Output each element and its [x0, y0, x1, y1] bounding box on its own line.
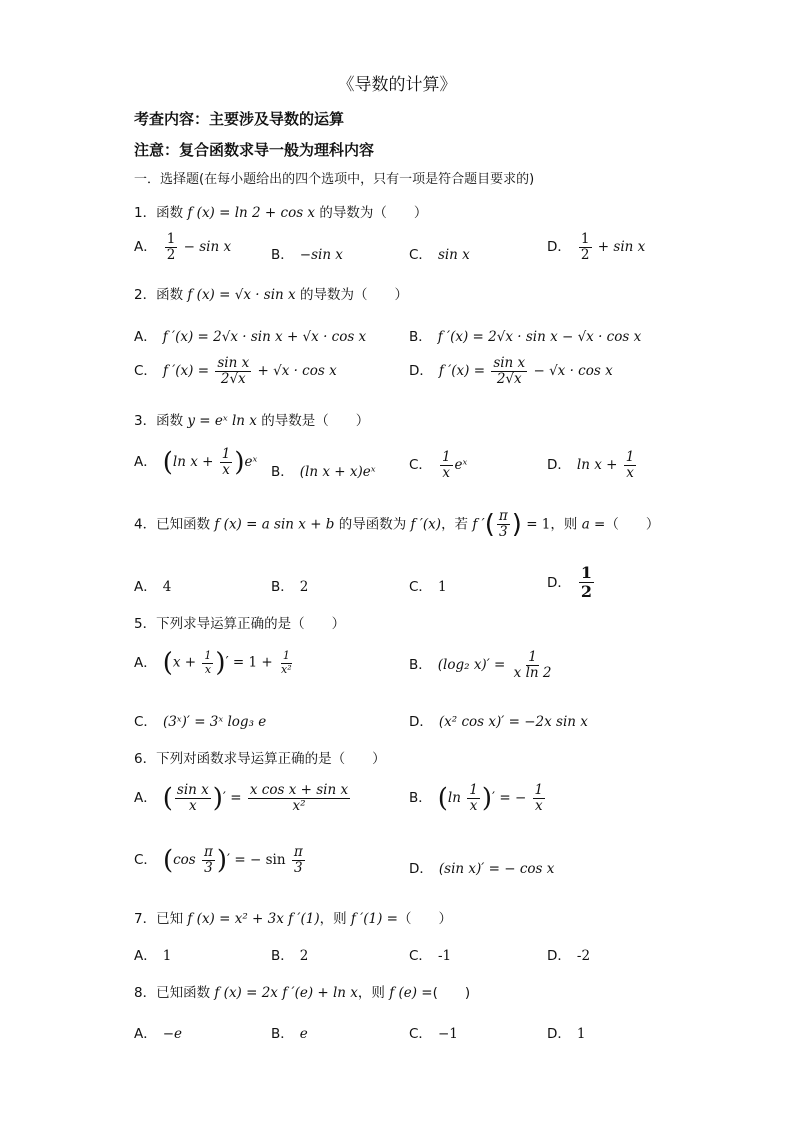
q8-option-b[interactable]: B． e [271, 1026, 308, 1042]
q4-option-d[interactable]: D． $\frac{1}{2}$ [547, 563, 593, 601]
q2-option-d[interactable]: D． f ′(x) = $\frac{\text{sin x}}{2√x}$ − √x · cos x [409, 355, 613, 387]
q7-option-d[interactable]: D． -2 [547, 948, 591, 964]
q2-function: f (x) = √x · sin x [187, 287, 296, 303]
q6-option-a[interactable]: A． ( $\frac{\text{sin x}}{x}$ )′ = $\frac{\text{x cos x + sin x}}{\text{x²}}$ [134, 782, 349, 814]
note-heading: 注意：复合函数求导一般为理科内容 [134, 141, 375, 159]
q5-option-d[interactable]: D． (x² cos x)′ = −2x sin x [409, 714, 588, 730]
q8-option-d[interactable]: D． 1 [547, 1026, 586, 1042]
q8-option-a[interactable]: A． −e [134, 1026, 183, 1042]
question-2: 2．函数 f (x) = √x · sin x 的导数为（ ） [134, 287, 408, 303]
q7-option-a[interactable]: A． 1 [134, 948, 172, 964]
q4-option-b[interactable]: B． 2 [271, 579, 309, 595]
q7-option-b[interactable]: B． 2 [271, 948, 309, 964]
q6-option-b[interactable]: B． (ln $\frac{1}{x}$ )′ = − $\frac{1}{x}$ [409, 782, 544, 814]
q5-option-a[interactable]: A． (x + $\frac{1}{x}$ )′ = 1 + $\frac{1}{\text{x²}}$ [134, 648, 292, 678]
q5-option-c[interactable]: C． (3ˣ)′ = 3ˣ log₃ e [134, 714, 267, 730]
q4-option-a[interactable]: A． 4 [134, 579, 172, 595]
q4-option-c[interactable]: C． 1 [409, 579, 447, 595]
question-1: 1．函数 f (x) = ln 2 + cos x 的导数为（ ） [134, 205, 428, 221]
question-6: 6．下列对函数求导运算正确的是（ ） [134, 751, 386, 767]
q8-option-c[interactable]: C． −1 [409, 1026, 458, 1042]
question-4: 4．已知函数 f (x) = a sin x + b 的导函数为 f ′(x)，若 f ′( $\frac{\pi}{3}$ ) = 1，则 a =（ ） [134, 508, 660, 540]
q2-option-c[interactable]: C． f ′(x) = $\frac{\text{sin x}}{2√x}$ + √x · cos x [134, 355, 337, 387]
q3-option-c[interactable]: C． $\frac{1}{x}$ eˣ [409, 449, 468, 481]
q3-option-d[interactable]: D． ln x + $\frac{1}{x}$ [547, 449, 635, 481]
q1-option-d[interactable]: D． $\frac{1}{2}$ + sin x [547, 231, 646, 263]
q2-option-a[interactable]: A． f ′(x) = 2√x · sin x + √x · cos x [134, 329, 367, 345]
q1-function: f (x) = ln 2 + cos x [187, 205, 316, 221]
question-8: 8．已知函数 f (x) = 2x f ′(e) + ln x，则 f (e) =( ) [134, 985, 471, 1001]
q6-option-c[interactable]: C． (cos $\frac{\pi}{3}$ )′ = − sin $\frac{\pi}{3}$ [134, 844, 303, 876]
page-title: 《导数的计算》 [337, 75, 457, 95]
q1-option-b[interactable]: B． −sin x [271, 247, 343, 263]
q2-option-b[interactable]: B． f ′(x) = 2√x · sin x − √x · cos x [409, 329, 642, 345]
question-3: 3．函数 y = eˣ ln x 的导数是（ ） [134, 413, 370, 429]
q3-function: y = eˣ ln x [187, 413, 257, 429]
question-5: 5．下列求导运算正确的是（ ） [134, 616, 346, 632]
q7-option-c[interactable]: C． -1 [409, 948, 452, 964]
q1-option-c[interactable]: C． sin x [409, 247, 470, 263]
q3-option-a[interactable]: A． (ln x + $\frac{1}{x}$ )eˣ [134, 446, 258, 478]
q1-option-a[interactable]: A． $\frac{1}{2}$ − sin x [134, 231, 232, 263]
exam-scope-heading: 考查内容：主要涉及导数的运算 [134, 110, 345, 128]
q3-option-b[interactable]: B． (ln x + x)eˣ [271, 464, 376, 480]
section-heading: 一．选择题(在每小题给出的四个选项中，只有一项是符合题目要求的) [134, 172, 535, 187]
q5-option-b[interactable]: B． (log₂ x)′ = $\frac{1}{\text{x ln 2}}$ [409, 649, 552, 681]
question-7: 7．已知 f (x) = x² + 3x f ′(1)，则 f ′(1) =（ ） [134, 911, 452, 927]
q6-option-d[interactable]: D． (sin x)′ = − cos x [409, 861, 555, 877]
